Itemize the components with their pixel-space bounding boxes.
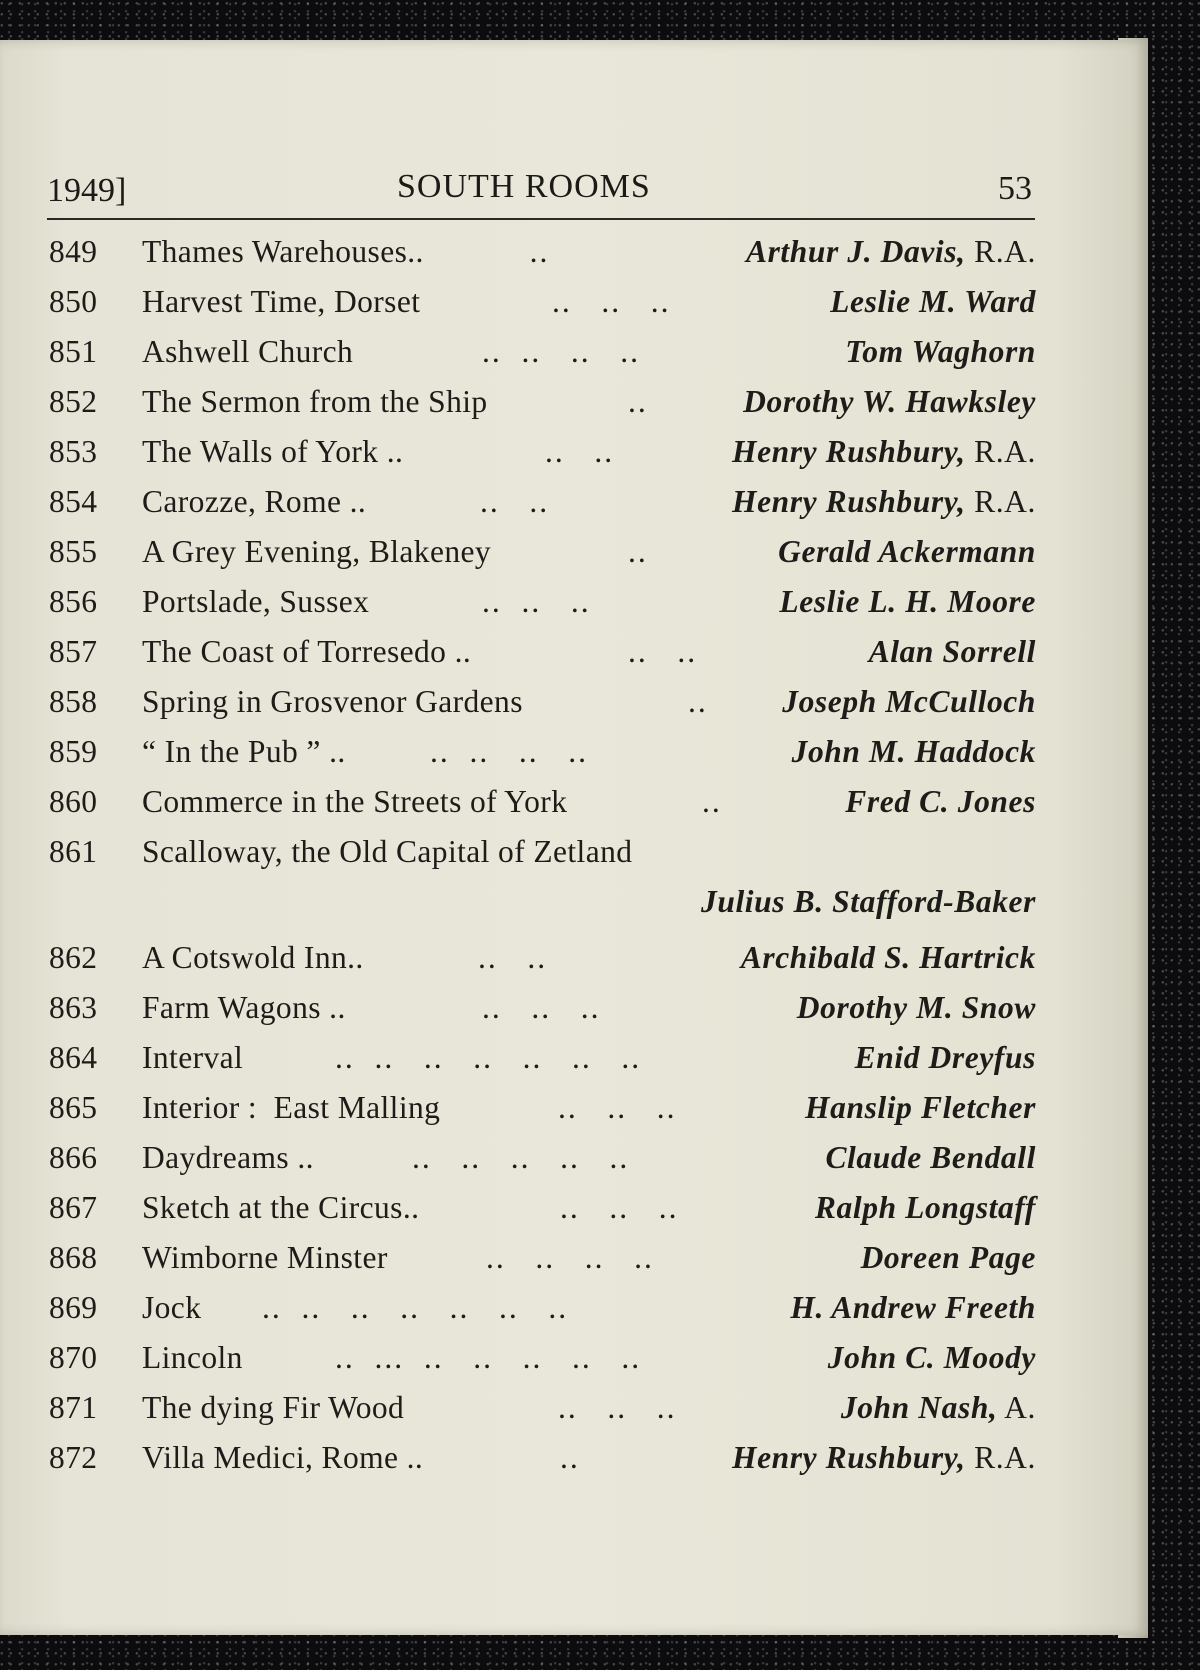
catalogue-entry-continuation [0, 884, 1148, 932]
entry-artist [782, 684, 1036, 720]
entry-number: 865 [49, 1090, 98, 1125]
catalogue-entry [0, 1440, 1148, 1488]
entry-artist [778, 534, 1036, 570]
leader-dots: .. .. [480, 484, 550, 519]
catalogue-entry [0, 534, 1148, 582]
artist-name: John C. Moody [827, 1340, 1036, 1375]
artist-name: Julius B. Stafford-Baker [700, 884, 1036, 919]
entry-artist [828, 1340, 1036, 1376]
page-title: SOUTH ROOMS [397, 168, 651, 205]
entry-number: 858 [49, 684, 98, 719]
entry-number: 871 [49, 1390, 98, 1425]
entry-title: Lincoln [142, 1340, 243, 1375]
entry-artist [746, 234, 1036, 270]
leader-dots: .. .. .. .. .. [412, 1140, 630, 1175]
entry-number: 856 [49, 584, 98, 619]
entry-title: Scalloway, the Old Capital of Zetland [142, 834, 633, 869]
leader-dots: .. .. [478, 940, 548, 975]
artist-name: Leslie L. H. Moore [779, 584, 1036, 619]
header-year: 1949] [47, 172, 127, 209]
artist-suffix: R.A. [965, 234, 1036, 269]
entry-title: Carozze, Rome .. [142, 484, 367, 519]
entry-title: Daydreams .. [142, 1140, 314, 1175]
artist-name: Dorothy M. Snow [796, 990, 1036, 1025]
entry-artist [815, 1190, 1036, 1226]
entry-number: 861 [49, 834, 98, 869]
artist-name: John M. Haddock [791, 734, 1036, 769]
catalogue-entry [0, 990, 1148, 1038]
catalogue-entry [0, 634, 1148, 682]
entry-artist [797, 990, 1036, 1026]
leader-dots: .. .. .. [558, 1390, 677, 1425]
catalogue-entry [0, 1240, 1148, 1288]
entry-number: 850 [49, 284, 98, 319]
entry-artist [732, 434, 1036, 470]
entry-number: 870 [49, 1340, 98, 1375]
entry-title: Harvest Time, Dorset [142, 284, 421, 319]
entry-artist [825, 1140, 1036, 1176]
artist-name: Dorothy W. Hawksley [743, 384, 1036, 419]
artist-name: Alan Sorrell [868, 634, 1036, 669]
entry-artist [743, 384, 1036, 420]
leader-dots: .. .. .. [552, 284, 671, 319]
catalogue-entry [0, 1390, 1148, 1438]
entry-number: 860 [49, 784, 98, 819]
artist-suffix: R.A. [965, 1440, 1036, 1475]
entry-title: The Sermon from the Ship [142, 384, 488, 419]
entry-title: Interior : East Malling [142, 1090, 441, 1125]
leader-dots: .. .. [545, 434, 615, 469]
leader-dots: .. .. .. [482, 990, 601, 1025]
artist-suffix: R.A. [965, 484, 1036, 519]
leader-dots: .. [628, 534, 648, 569]
leader-dots: .. .. .. .. [482, 334, 640, 369]
catalogue-entry [0, 1140, 1148, 1188]
leader-dots: .. .. .. [482, 584, 591, 619]
entry-artist [861, 1240, 1036, 1276]
artist-name: Henry Rushbury, [731, 434, 966, 469]
leader-dots: .. [500, 234, 550, 269]
catalogue-entry [0, 784, 1148, 832]
catalogue-entry [0, 434, 1148, 482]
leader-dots: .. .. .. [560, 1190, 679, 1225]
catalogue-entry [0, 1290, 1148, 1338]
entry-number: 864 [49, 1040, 98, 1075]
artist-name: Fred C. Jones [845, 784, 1036, 819]
entry-artist [855, 1040, 1036, 1076]
entry-title: Sketch at the Circus.. [142, 1190, 420, 1225]
entry-title: “ In the Pub ” .. [142, 734, 346, 769]
leader-dots: .. .. [628, 634, 698, 669]
leader-dots: .. .. .. .. .. .. .. [262, 1290, 569, 1325]
entry-artist [805, 1090, 1036, 1126]
catalogue-entry [0, 284, 1148, 332]
entry-title: Ashwell Church [142, 334, 354, 369]
entry-number: 872 [49, 1440, 98, 1475]
leader-dots: .. [688, 684, 708, 719]
entry-artist [701, 884, 1036, 920]
artist-name: Archibald S. Hartrick [740, 940, 1036, 975]
catalogue-entry [0, 834, 1148, 882]
entry-artist [869, 634, 1036, 670]
leader-dots: .. ... .. .. .. .. .. [335, 1340, 642, 1375]
entry-title: Jock [142, 1290, 202, 1325]
artist-suffix: R.A. [965, 434, 1036, 469]
entry-number: 869 [49, 1290, 98, 1325]
entry-artist [732, 1440, 1036, 1476]
entry-number: 868 [49, 1240, 98, 1275]
entry-title: Wimborne Minster [142, 1240, 388, 1275]
artist-name: Claude Bendall [825, 1140, 1036, 1175]
entry-number: 862 [49, 940, 98, 975]
artist-name: Joseph McCulloch [782, 684, 1036, 719]
leader-dots: .. .. .. .. [430, 734, 588, 769]
entry-artist [779, 584, 1036, 620]
entry-number: 867 [49, 1190, 98, 1225]
entry-artist [830, 284, 1036, 320]
catalogue-entry [0, 940, 1148, 988]
artist-suffix: A. [997, 1390, 1036, 1425]
entry-title: Farm Wagons .. [142, 990, 346, 1025]
leader-dots: .. .. .. .. .. .. .. [335, 1040, 642, 1075]
entry-number: 855 [49, 534, 98, 569]
entry-title: A Grey Evening, Blakeney [142, 534, 492, 569]
entry-title: Villa Medici, Rome .. [142, 1440, 424, 1475]
entry-number: 854 [49, 484, 98, 519]
artist-name: H. Andrew Freeth [790, 1290, 1036, 1325]
artist-name: Henry Rushbury, [731, 484, 966, 519]
entry-number: 852 [49, 384, 98, 419]
page-number: 53 [998, 170, 1032, 207]
entry-number: 866 [49, 1140, 98, 1175]
artist-name: Ralph Longstaff [814, 1190, 1036, 1225]
catalogue-entry [0, 334, 1148, 382]
catalogue-entry [0, 1340, 1148, 1388]
entry-title: Interval [142, 1040, 244, 1075]
leader-dots: .. [702, 784, 722, 819]
artist-name: Leslie M. Ward [830, 284, 1036, 319]
entry-number: 851 [49, 334, 98, 369]
entry-title: Thames Warehouses.. [142, 234, 424, 269]
entry-artist [792, 734, 1036, 770]
catalogue-entry [0, 684, 1148, 732]
entry-title: Commerce in the Streets of York [142, 784, 568, 819]
entry-title: Spring in Grosvenor Gardens [142, 684, 523, 719]
catalogue-entry [0, 734, 1148, 782]
artist-name: Hanslip Fletcher [805, 1090, 1036, 1125]
entry-number: 857 [49, 634, 98, 669]
entry-title: The Coast of Torresedo .. [142, 634, 472, 669]
artist-name: Tom Waghorn [845, 334, 1036, 369]
catalogue-entry [0, 1040, 1148, 1088]
leader-dots: .. .. .. [558, 1090, 677, 1125]
catalogue-entry [0, 234, 1148, 282]
artist-name: Arthur J. Davis, [745, 234, 966, 269]
entry-title: The Walls of York .. [142, 434, 404, 469]
catalogue-entry [0, 384, 1148, 432]
leader-dots: .. .. .. .. [486, 1240, 654, 1275]
entry-number: 859 [49, 734, 98, 769]
entry-title: The dying Fir Wood [142, 1390, 405, 1425]
entry-artist [741, 940, 1036, 976]
artist-name: Henry Rushbury, [731, 1440, 966, 1475]
artist-name: John Nash, [840, 1390, 998, 1425]
entry-title: A Cotswold Inn.. [142, 940, 364, 975]
catalogue-entry [0, 484, 1148, 532]
leader-dots: .. [628, 384, 648, 419]
entry-number: 849 [49, 234, 98, 269]
entry-artist [845, 784, 1036, 820]
catalogue-entry [0, 1190, 1148, 1238]
catalogue-entry [0, 1090, 1148, 1138]
artist-name: Doreen Page [860, 1240, 1036, 1275]
artist-name: Gerald Ackermann [778, 534, 1036, 569]
entry-artist [732, 484, 1036, 520]
entry-artist [845, 334, 1036, 370]
leader-dots: .. [560, 1440, 580, 1475]
entry-number: 853 [49, 434, 98, 469]
entry-number: 863 [49, 990, 98, 1025]
entry-artist [841, 1390, 1036, 1426]
catalogue-entry [0, 584, 1148, 632]
entry-title: Portslade, Sussex [142, 584, 370, 619]
artist-name: Enid Dreyfus [854, 1040, 1036, 1075]
entry-artist [790, 1290, 1036, 1326]
